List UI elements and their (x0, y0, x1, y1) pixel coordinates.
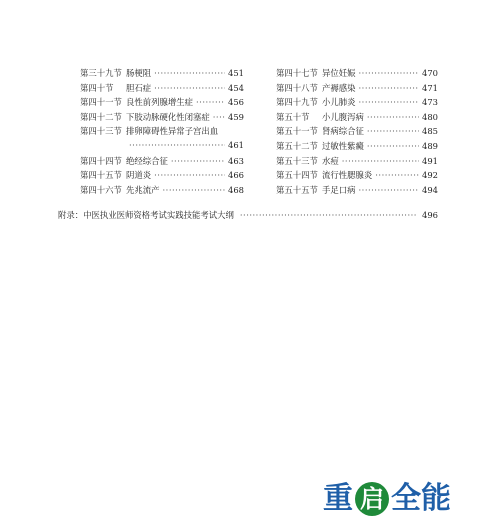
leader-dots (367, 141, 419, 151)
leader-dots (171, 156, 225, 166)
toc-section-number: 第四十节 (80, 82, 114, 93)
toc-section-number: 第四十三节 (80, 126, 122, 137)
toc-section-number: 第三十九节 (80, 68, 122, 78)
leader-dots (154, 170, 225, 180)
leader-dots (154, 68, 225, 78)
toc-entry (276, 96, 438, 111)
toc-section-number: 第四十五节 (80, 170, 122, 181)
leader-dots (154, 83, 225, 93)
toc-section-number: 第五十四节 (276, 170, 318, 181)
leader-dots (196, 97, 225, 107)
toc-entry (80, 67, 244, 82)
toc-entry (80, 111, 244, 126)
toc-section-number: 第四十二节 (80, 111, 122, 122)
toc-page-number: 491 (422, 155, 438, 166)
toc-page-number: 451 (228, 68, 244, 78)
logo-char-4: 能 (421, 481, 451, 516)
toc-entry (276, 169, 438, 184)
toc-page-number: 468 (228, 184, 244, 195)
publisher-logo (323, 478, 473, 520)
toc-section-title: 产褥感染 (322, 82, 356, 93)
toc-page-number: 470 (422, 68, 438, 78)
toc-entry (276, 111, 438, 126)
toc-section-number: 第四十八节 (276, 82, 318, 93)
logo-circle (355, 482, 389, 516)
toc-section-title: 肠梗阻 (126, 68, 152, 78)
logo-char-2: 启 (360, 485, 384, 513)
appendix-entry (58, 209, 438, 221)
toc-section-title: 先兆流产 (126, 184, 160, 195)
toc-entry (80, 96, 244, 111)
toc-section-title: 手足口病 (322, 184, 356, 195)
appendix-label: 附录：中医执业医师资格考试实践技能考试大纲 (58, 210, 234, 220)
toc-page-number: 454 (228, 82, 244, 93)
toc-section-title: 小儿腹泻病 (322, 111, 364, 122)
toc-section-title: 良性前列腺增生症 (126, 97, 193, 108)
toc-entry (80, 82, 244, 97)
logo-char-1: 重 (323, 481, 353, 516)
toc-section-title: 排卵障碍性异常子宫出血 (126, 126, 219, 137)
toc-entry (276, 67, 438, 82)
toc-section-number: 第四十四节 (80, 155, 122, 166)
toc-section-number: 第四十九节 (276, 97, 318, 108)
toc-entry (276, 184, 438, 199)
toc-page-number: 480 (422, 111, 438, 122)
toc-entry (276, 82, 438, 97)
toc-section-title: 流行性腮腺炎 (322, 170, 373, 181)
leader-dots (375, 170, 419, 180)
toc-section-number: 第四十六节 (80, 184, 122, 195)
logo-char-3: 全 (391, 481, 421, 516)
toc-entry (80, 155, 244, 170)
toc-page-number: 456 (228, 97, 244, 108)
toc-left-column (80, 67, 244, 198)
toc-section-title: 过敏性紫癜 (322, 140, 364, 151)
toc-entry (80, 184, 244, 199)
toc-entry (276, 125, 438, 140)
toc-section-number: 第五十二节 (276, 140, 318, 151)
toc-section-number: 第五十一节 (276, 126, 318, 137)
leader-dots (367, 126, 419, 136)
leader-dots (359, 68, 420, 78)
toc-right-column (276, 67, 438, 198)
leader-dots (367, 112, 419, 122)
toc-entry (80, 140, 244, 155)
leader-dots (163, 185, 226, 195)
toc-section-title: 水痘 (322, 155, 339, 166)
toc-page-number: 492 (422, 170, 438, 181)
toc-page-number: 463 (228, 155, 244, 166)
leader-dots (129, 140, 225, 150)
leader-dots (359, 97, 420, 107)
toc-section-title: 小儿肺炎 (322, 97, 356, 108)
toc-page-number: 485 (422, 126, 438, 137)
leader-dots (213, 112, 225, 122)
appendix-page: 496 (422, 210, 438, 220)
leader-dots (240, 210, 416, 220)
toc-page-number: 489 (422, 140, 438, 151)
toc-entry (276, 140, 438, 155)
toc-section-number: 第五十五节 (276, 184, 318, 195)
toc-entry (80, 169, 244, 184)
toc-section-title: 绝经综合征 (126, 155, 168, 166)
toc-section-number: 第五十节 (276, 111, 310, 122)
leader-dots (342, 156, 419, 166)
toc-section-number: 第四十一节 (80, 97, 122, 108)
toc-section-number: 第五十三节 (276, 155, 318, 166)
leader-dots (359, 185, 420, 195)
toc-section-title: 阴道炎 (126, 170, 152, 181)
toc-page-number: 471 (422, 82, 438, 93)
toc-entry (80, 125, 244, 140)
toc-page-number: 494 (422, 184, 438, 195)
toc-page-number: 461 (228, 139, 244, 150)
toc-page-number: 473 (422, 97, 438, 108)
toc-entry (276, 155, 438, 170)
toc-section-title: 异位妊娠 (322, 68, 356, 78)
toc-section-title: 下肢动脉硬化性闭塞症 (126, 111, 210, 122)
leader-dots (359, 83, 420, 93)
toc-page-number: 466 (228, 170, 244, 181)
toc-section-number: 第四十七节 (276, 68, 318, 78)
toc-section-title: 肾病综合征 (322, 126, 364, 137)
toc-section-title: 胆石症 (126, 82, 152, 93)
toc-page-number: 459 (228, 111, 244, 122)
